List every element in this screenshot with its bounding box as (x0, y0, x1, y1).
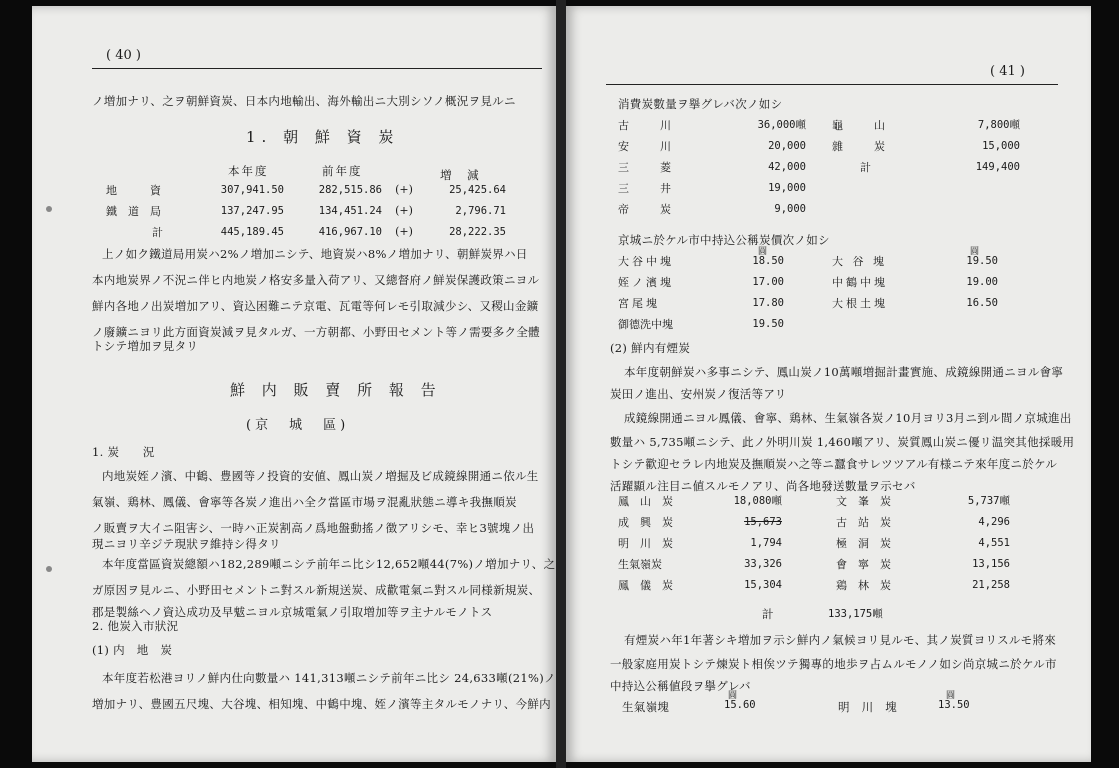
table-row (828, 156, 1024, 177)
col-header-previous: 前年度 (322, 164, 363, 178)
change-sign: (+) (395, 225, 413, 238)
left-page (32, 6, 556, 762)
coal-name: 鳳 山 炭 (618, 494, 673, 508)
table-row (828, 250, 1002, 271)
coal-value: 18,080噸 (733, 495, 782, 507)
coal-name: 御德洗中塊 (618, 317, 673, 331)
table-row (832, 574, 1014, 595)
paragraph-line: 一般家庭用炭トシテ煉炭ト相俟ツテ獨專的地歩ヲ占ムルモノノ如シ尚京城ニ於ケル市 (610, 657, 1057, 671)
paragraph-line: 本年度當區資炭總額ハ182,289噸ニシテ前年ニ比シ12,652噸44(7%)ノ増加ナリ、之 (102, 557, 556, 571)
coal-name: 宮尾塊 (618, 296, 660, 310)
coal-value: 5,737噸 (967, 495, 1010, 507)
coal-name: 成 興 炭 (618, 515, 673, 529)
paragraph-line: 本内地炭界ノ不況ニ伴ヒ内地炭ノ格安多量入荷アリ、又總督府ノ鮮炭保護政策ニヨル (92, 273, 540, 287)
page-number: ( 41 ) (990, 64, 1025, 79)
table-row (614, 553, 786, 574)
coal-value: 15,304 (744, 578, 782, 591)
table-row (832, 553, 1014, 574)
intro-line: 消費炭數量ヲ擧グレバ次ノ如シ (618, 97, 783, 111)
subheading: (1) 内 地 炭 (92, 643, 173, 657)
coal-name: 明 川 炭 (618, 536, 673, 550)
table-row (614, 250, 788, 271)
coal-price: 16.50 (966, 296, 998, 309)
right-page (566, 6, 1091, 762)
table-row (614, 177, 810, 198)
table-row (614, 114, 810, 135)
subheading: 1. 炭 況 (92, 445, 155, 459)
coal-price: 17.80 (752, 296, 784, 309)
coal-name: 三 井 (618, 181, 674, 195)
total-label: 計 (860, 160, 871, 174)
binding-hole (46, 566, 52, 572)
paragraph-line: 上ノ如ク鐵道局用炭ハ2%ノ増加ニシテ、地資炭ハ8%ノ増加ナリ、朝鮮炭界ハ日 (102, 247, 528, 261)
table-row (614, 532, 786, 553)
coal-name: 鳳 儀 炭 (618, 578, 673, 592)
paragraph-line: 現ニヨリ辛ジテ現狀ヲ維持シ得タリ (92, 537, 281, 551)
coal-sales-table (102, 179, 510, 242)
yen-mark: 圓 (758, 247, 768, 257)
change-value: 28,222.35 (449, 225, 506, 238)
consumption-table-left (614, 114, 810, 219)
paragraph-line: ノ廢鑛ニヨリ此方面資炭減ヲ見タルガ、一方朝都、小野田セメント等ノ需要多ク全體 (92, 325, 540, 339)
col-header-change: 増 減 (440, 168, 485, 182)
coal-name: 姪ノ濱塊 (618, 275, 674, 289)
paragraph-line: 郡是製絲ヘノ資込成功及早魃ニヨル京城電氣ノ引取増加等ヲ主ナルモノトス (92, 605, 493, 619)
coal-value: 15,000 (982, 139, 1020, 152)
coal-value: 15,673 (744, 515, 782, 528)
header-rule (606, 84, 1058, 85)
row-label: 鐵 道 局 (106, 204, 161, 218)
coal-value: 4,551 (978, 536, 1010, 549)
coal-name: 中鶴中塊 (832, 275, 888, 289)
change-sign: (+) (395, 204, 413, 217)
change-value: 25,425.64 (449, 183, 506, 196)
coal-price: 19.00 (966, 275, 998, 288)
table-row (828, 292, 1002, 313)
final-price-name: 明 川 塊 (838, 700, 897, 714)
table-row (828, 114, 1024, 135)
row-label: 計 (152, 225, 163, 239)
final-price-value: 15.60 (724, 699, 756, 711)
book-gutter (556, 0, 566, 768)
current-value: 307,941.50 (220, 183, 284, 196)
paragraph-line: 成鏡線開通ニヨル鳳儀、會寧、鶏林、生氣嶺各炭ノ10月ヨリ3月ニ到ル間ノ京城進出 (624, 411, 1072, 425)
binding-hole (46, 206, 52, 212)
previous-value: 416,967.10 (318, 225, 382, 238)
section-title: 1. 朝 鮮 資 炭 (246, 128, 400, 146)
change-sign: (+) (395, 183, 413, 196)
change-value: 2,796.71 (455, 204, 506, 217)
paragraph-line: 本年度若松港ヨリノ鮮内仕向數量ハ 141,313噸ニシテ前年ニ比シ 24,633噸(21%)ノ (102, 671, 556, 685)
yen-mark: 圓 (728, 691, 738, 701)
yen-mark: 圓 (946, 691, 956, 701)
paragraph-line: 中持込公稱値段ヲ擧グレバ (610, 679, 751, 693)
table-row (832, 532, 1014, 553)
paragraph-line: トシテ増加ヲ見タリ (92, 339, 199, 353)
coal-name: 安 川 (618, 139, 674, 153)
page-number: ( 40 ) (106, 48, 141, 63)
paragraph-line: 數量ハ 5,735噸ニシテ、此ノ外明川炭 1,460噸アリ、炭質鳳山炭ニ優リ温突其他採暖用 (610, 435, 1075, 449)
subheading: 2. 他炭入市狀況 (92, 619, 179, 633)
coal-name: 龜 山 (832, 118, 888, 132)
price-intro: 京城ニ於ケル市中持込公稱炭價次ノ如シ (618, 233, 830, 247)
total-label: 計 (762, 607, 774, 621)
table-row (614, 292, 788, 313)
shipment-table-right (832, 490, 1014, 595)
coal-value: 1,794 (750, 536, 782, 549)
table-row (614, 511, 786, 532)
coal-name: 大 谷 塊 (832, 254, 887, 268)
coal-value: 7,800噸 (977, 119, 1020, 131)
table-row (614, 156, 810, 177)
intro-line: ノ増加ナリ、之ヲ朝鮮資炭、日本内地輸出、海外輸出ニ大別シソノ概況ヲ見ルニ (92, 94, 516, 108)
table-row (828, 271, 1002, 292)
coal-value: 13,156 (972, 557, 1010, 570)
coal-value: 20,000 (768, 139, 806, 152)
paragraph-line: 氣嶺、鶏林、鳳儀、會寧等各炭ノ進出ハ全ク當區市場ヲ混亂狀態ニ導キ我撫順炭 (92, 495, 517, 509)
table-row (828, 135, 1024, 156)
previous-value: 134,451.24 (318, 204, 382, 217)
table-row (614, 271, 788, 292)
coal-name: 大根土塊 (832, 296, 888, 310)
price-table-right (828, 250, 1002, 313)
paragraph-line: 増加ナリ、豊國五尺塊、大谷塊、相知塊、中鶴中塊、姪ノ濱等主タルモノナリ、今鮮内 (92, 697, 551, 711)
table-row (832, 511, 1014, 532)
coal-price: 17.00 (752, 275, 784, 288)
coal-name: 古 站 炭 (836, 515, 891, 529)
coal-value: 19,000 (768, 181, 806, 194)
report-title: 鮮 内 販 賣 所 報 告 (230, 381, 442, 399)
coal-value: 42,000 (768, 160, 806, 173)
consumption-table-right (828, 114, 1024, 177)
total-value: 133,175噸 (828, 608, 883, 620)
coal-name: 鶏 林 炭 (836, 578, 891, 592)
paragraph-line: 活躍顯ル注目ニ値スルモノアリ、尚各地發送數量ヲ示セバ (610, 479, 916, 493)
coal-name: 古 川 (618, 118, 674, 132)
coal-name: 文 峯 炭 (836, 494, 891, 508)
current-value: 445,189.45 (220, 225, 284, 238)
coal-value: 9,000 (774, 202, 806, 215)
final-price-name: 生氣嶺塊 (622, 700, 670, 714)
coal-name: 極 洞 炭 (836, 536, 891, 550)
table-row (614, 198, 810, 219)
paragraph-line: 有煙炭ハ年1年著シキ増加ヲ示シ鮮内ノ氣候ヨリ見ルモ、其ノ炭質ヨリスルモ將來 (624, 633, 1057, 647)
table-row (102, 200, 510, 221)
final-price-value: 13.50 (938, 699, 970, 711)
table-row (614, 135, 810, 156)
region-label: (京 城 區) (246, 418, 350, 433)
coal-value: 36,000噸 (757, 119, 806, 131)
paragraph-line: トシテ歡迎セラレ内地炭及撫順炭ハ之等ニ蠶食サレツツアル有様ニテ來年度ニ於ケル (610, 457, 1058, 471)
paragraph-line: 炭田ノ進出、安州炭ノ復活等アリ (610, 387, 787, 401)
coal-value: 21,258 (972, 578, 1010, 591)
coal-name: 會 寧 炭 (836, 557, 891, 571)
paragraph-line: 鮮内各地ノ出炭増加アリ、資込困難ニテ京電、瓦電等何レモ引取減少シ、又稷山金鑛 (92, 299, 539, 313)
header-rule (92, 68, 542, 69)
paragraph-line: ガ原因ヲ見ルニ、小野田セメントニ對スル新規送炭、成歡電氣ニ對スル同様新規炭、 (92, 583, 541, 597)
shipment-table-left (614, 490, 786, 595)
coal-name: 生氣嶺炭 (618, 557, 662, 571)
table-row (102, 221, 510, 242)
coal-price: 19.50 (752, 317, 784, 330)
table-row (614, 574, 786, 595)
yen-mark: 圓 (970, 247, 980, 257)
coal-name: 帝 炭 (618, 202, 674, 216)
paragraph-line: 内地炭姪ノ濱、中鶴、豊國等ノ投資的安値、鳳山炭ノ増掘及ビ成鏡線開通ニ依ル生 (102, 469, 539, 483)
total-value: 149,400 (975, 160, 1020, 173)
paragraph-line: 本年度朝鮮炭ハ多事ニシテ、鳳山炭ノ10萬噸増掘計畫實施、成鏡線開通ニヨル會寧 (624, 365, 1064, 379)
current-value: 137,247.95 (220, 204, 284, 217)
row-label: 地 資 (106, 183, 161, 197)
coal-price: 18.50 (752, 254, 784, 267)
coal-value: 4,296 (978, 515, 1010, 528)
previous-value: 282,515.86 (318, 183, 382, 196)
coal-price: 19.50 (966, 254, 998, 267)
coal-value: 33,326 (744, 557, 782, 570)
table-row (832, 490, 1014, 511)
table-row (102, 179, 510, 200)
coal-name: 雜 炭 (832, 139, 888, 153)
price-table-left (614, 250, 788, 334)
coal-name: 大谷中塊 (618, 254, 674, 268)
subheading: (2) 鮮内有煙炭 (610, 341, 691, 355)
table-row (614, 313, 788, 334)
coal-name: 三 菱 (618, 160, 674, 174)
table-row (614, 490, 786, 511)
col-header-current: 本年度 (228, 164, 269, 178)
paragraph-line: ノ販賣ヲ大イニ阻害シ、一時ハ正炭割高ノ爲地盤動搖ノ徴アリシモ、幸ヒ3號塊ノ出 (92, 521, 535, 535)
